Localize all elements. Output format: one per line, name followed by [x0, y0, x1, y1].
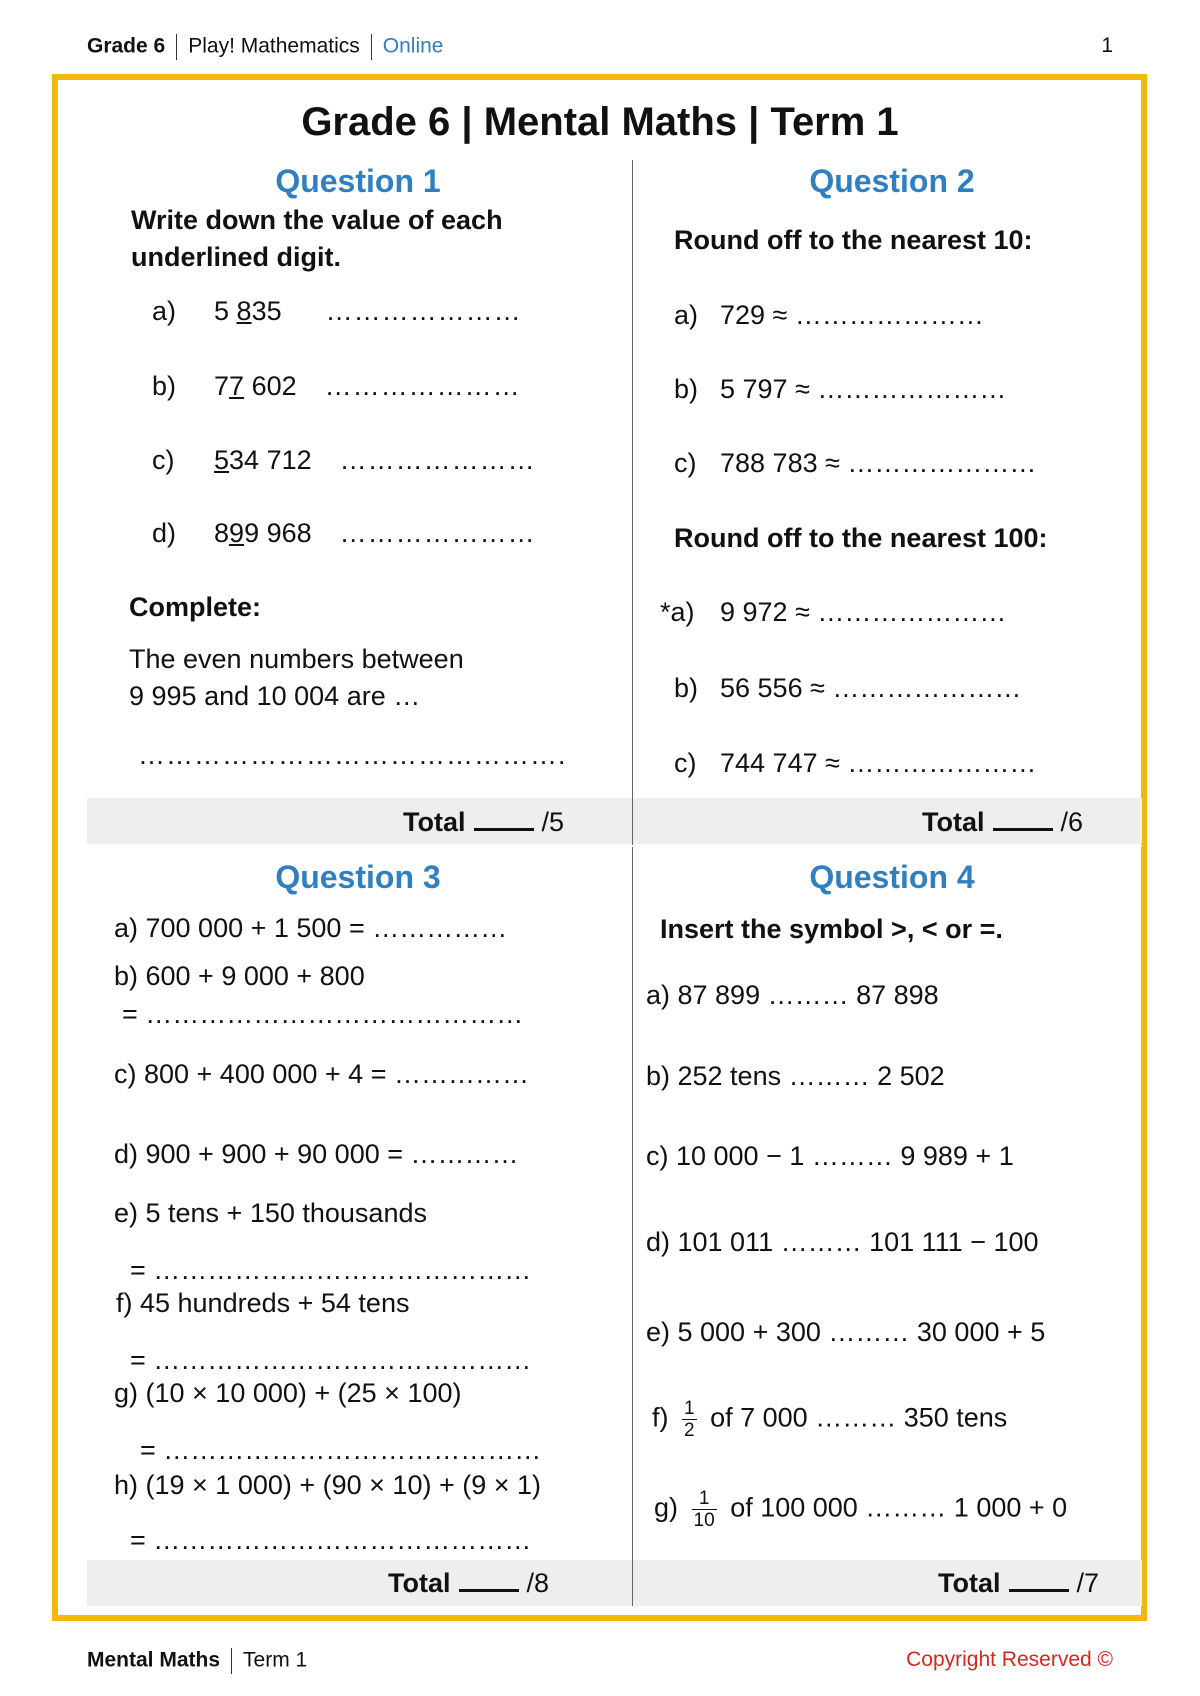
q2-item-100-a: *a) 9 972 ≈ ………………… [660, 597, 1007, 627]
q1-heading: Question 1 [275, 163, 441, 199]
q2-heading: Question 2 [809, 163, 975, 199]
q3-total: Total /8 [388, 1568, 550, 1598]
q2-item-100-c: c) 744 747 ≈ ………………… [674, 748, 1037, 778]
q2-total: Total /6 [922, 807, 1084, 837]
header-online: Online [382, 34, 444, 58]
q3-item-d: d) 900 + 900 + 90 000 = ………… [114, 1139, 519, 1169]
q4-total: Total /7 [938, 1568, 1100, 1598]
q2-item-100-b: b) 56 556 ≈ ………………… [674, 673, 1022, 703]
q3-item-g: g) (10 × 10 000) + (25 × 100) [114, 1378, 462, 1408]
page-number: 1 [1101, 34, 1113, 57]
q4-item-g: g) $\frac{1}{10}$ of 100 000 ……… 1 000 + 0 [654, 1488, 1068, 1531]
q3-total-bar [87, 1560, 632, 1606]
q2-item-10-a: a) 729 ≈ ………………… [674, 300, 984, 330]
q1-complete-line1: The even numbers between [129, 644, 464, 674]
page-header [87, 34, 1113, 64]
q3-heading: Question 3 [275, 859, 441, 895]
q1-complete-line2: 9 995 and 10 004 are … [129, 681, 421, 711]
q4-heading: Question 4 [809, 859, 975, 895]
q3-item-c: c) 800 + 400 000 + 4 = …………… [114, 1059, 529, 1089]
q2-instruction-nearest-100: Round off to the nearest 100: [674, 523, 1048, 553]
q3-item-e-answer: = …………………………………… [130, 1255, 532, 1285]
header-grade: Grade 6 [87, 34, 166, 58]
q1-item-b: b) 77 602 ………………… [152, 371, 521, 401]
q1-complete-heading: Complete: [129, 592, 262, 622]
column-divider [632, 160, 633, 1606]
fraction-one-half: $\frac{1}{2}$ [684, 1398, 695, 1441]
footer-term: Term 1 [243, 1648, 308, 1672]
copyright-notice: Copyright Reserved © [906, 1648, 1113, 1671]
q3-item-h: h) (19 × 1 000) + (90 × 10) + (9 × 1) [114, 1470, 542, 1500]
q3-item-g-answer: = …………………………………… [140, 1435, 542, 1465]
q3-item-a: a) 700 000 + 1 500 = …………… [114, 913, 508, 943]
q2-instruction-nearest-10: Round off to the nearest 10: [674, 225, 1033, 255]
q3-item-b-answer: = …………………………………… [122, 999, 524, 1029]
q3-item-f-answer: = …………………………………… [130, 1345, 532, 1375]
worksheet-title: Grade 6 | Mental Maths | Term 1 [301, 100, 899, 144]
q4-instruction: Insert the symbol >, < or =. [660, 914, 1003, 944]
q3-item-b: b) 600 + 9 000 + 800 [114, 961, 365, 991]
q4-item-c: c) 10 000 − 1 ……… 9 989 + 1 [646, 1141, 1014, 1171]
q1-instruction: Write down the value of each underlined digit. [131, 205, 503, 272]
q1-item-c: c) 534 712 ………………… [152, 445, 536, 475]
q4-item-f: f) $\frac{1}{2}$ of 7 000 ……… 350 tens [652, 1398, 1008, 1441]
q3-item-e: e) 5 tens + 150 thousands [114, 1198, 427, 1228]
q2-item-10-c: c) 788 783 ≈ ………………… [674, 448, 1037, 478]
footer-title: Mental Maths [87, 1648, 221, 1672]
fraction-one-tenth: $\frac{1}{10}$ [693, 1488, 715, 1531]
page-footer [87, 1648, 1113, 1678]
header-series: Play! Mathematics [188, 34, 360, 58]
q3-item-h-answer: = …………………………………… [130, 1525, 532, 1555]
q4-item-d: d) 101 011 ……… 101 111 − 100 [646, 1227, 1039, 1257]
q4-item-a: a) 87 899 ……… 87 898 [646, 980, 939, 1010]
q1-item-d: d) 899 968 ………………… [152, 518, 536, 548]
q4-item-e: e) 5 000 + 300 ……… 30 000 + 5 [646, 1317, 1046, 1347]
q1-total: Total /5 [403, 807, 565, 837]
q2-item-10-b: b) 5 797 ≈ ………………… [674, 374, 1007, 404]
q1-item-a: a) 5 835 ………………… [152, 296, 522, 326]
q4-item-b: b) 252 tens ……… 2 502 [646, 1061, 945, 1091]
q1-complete-answer-line: ………………………………………. [138, 740, 567, 770]
q3-item-f: f) 45 hundreds + 54 tens [116, 1288, 410, 1318]
